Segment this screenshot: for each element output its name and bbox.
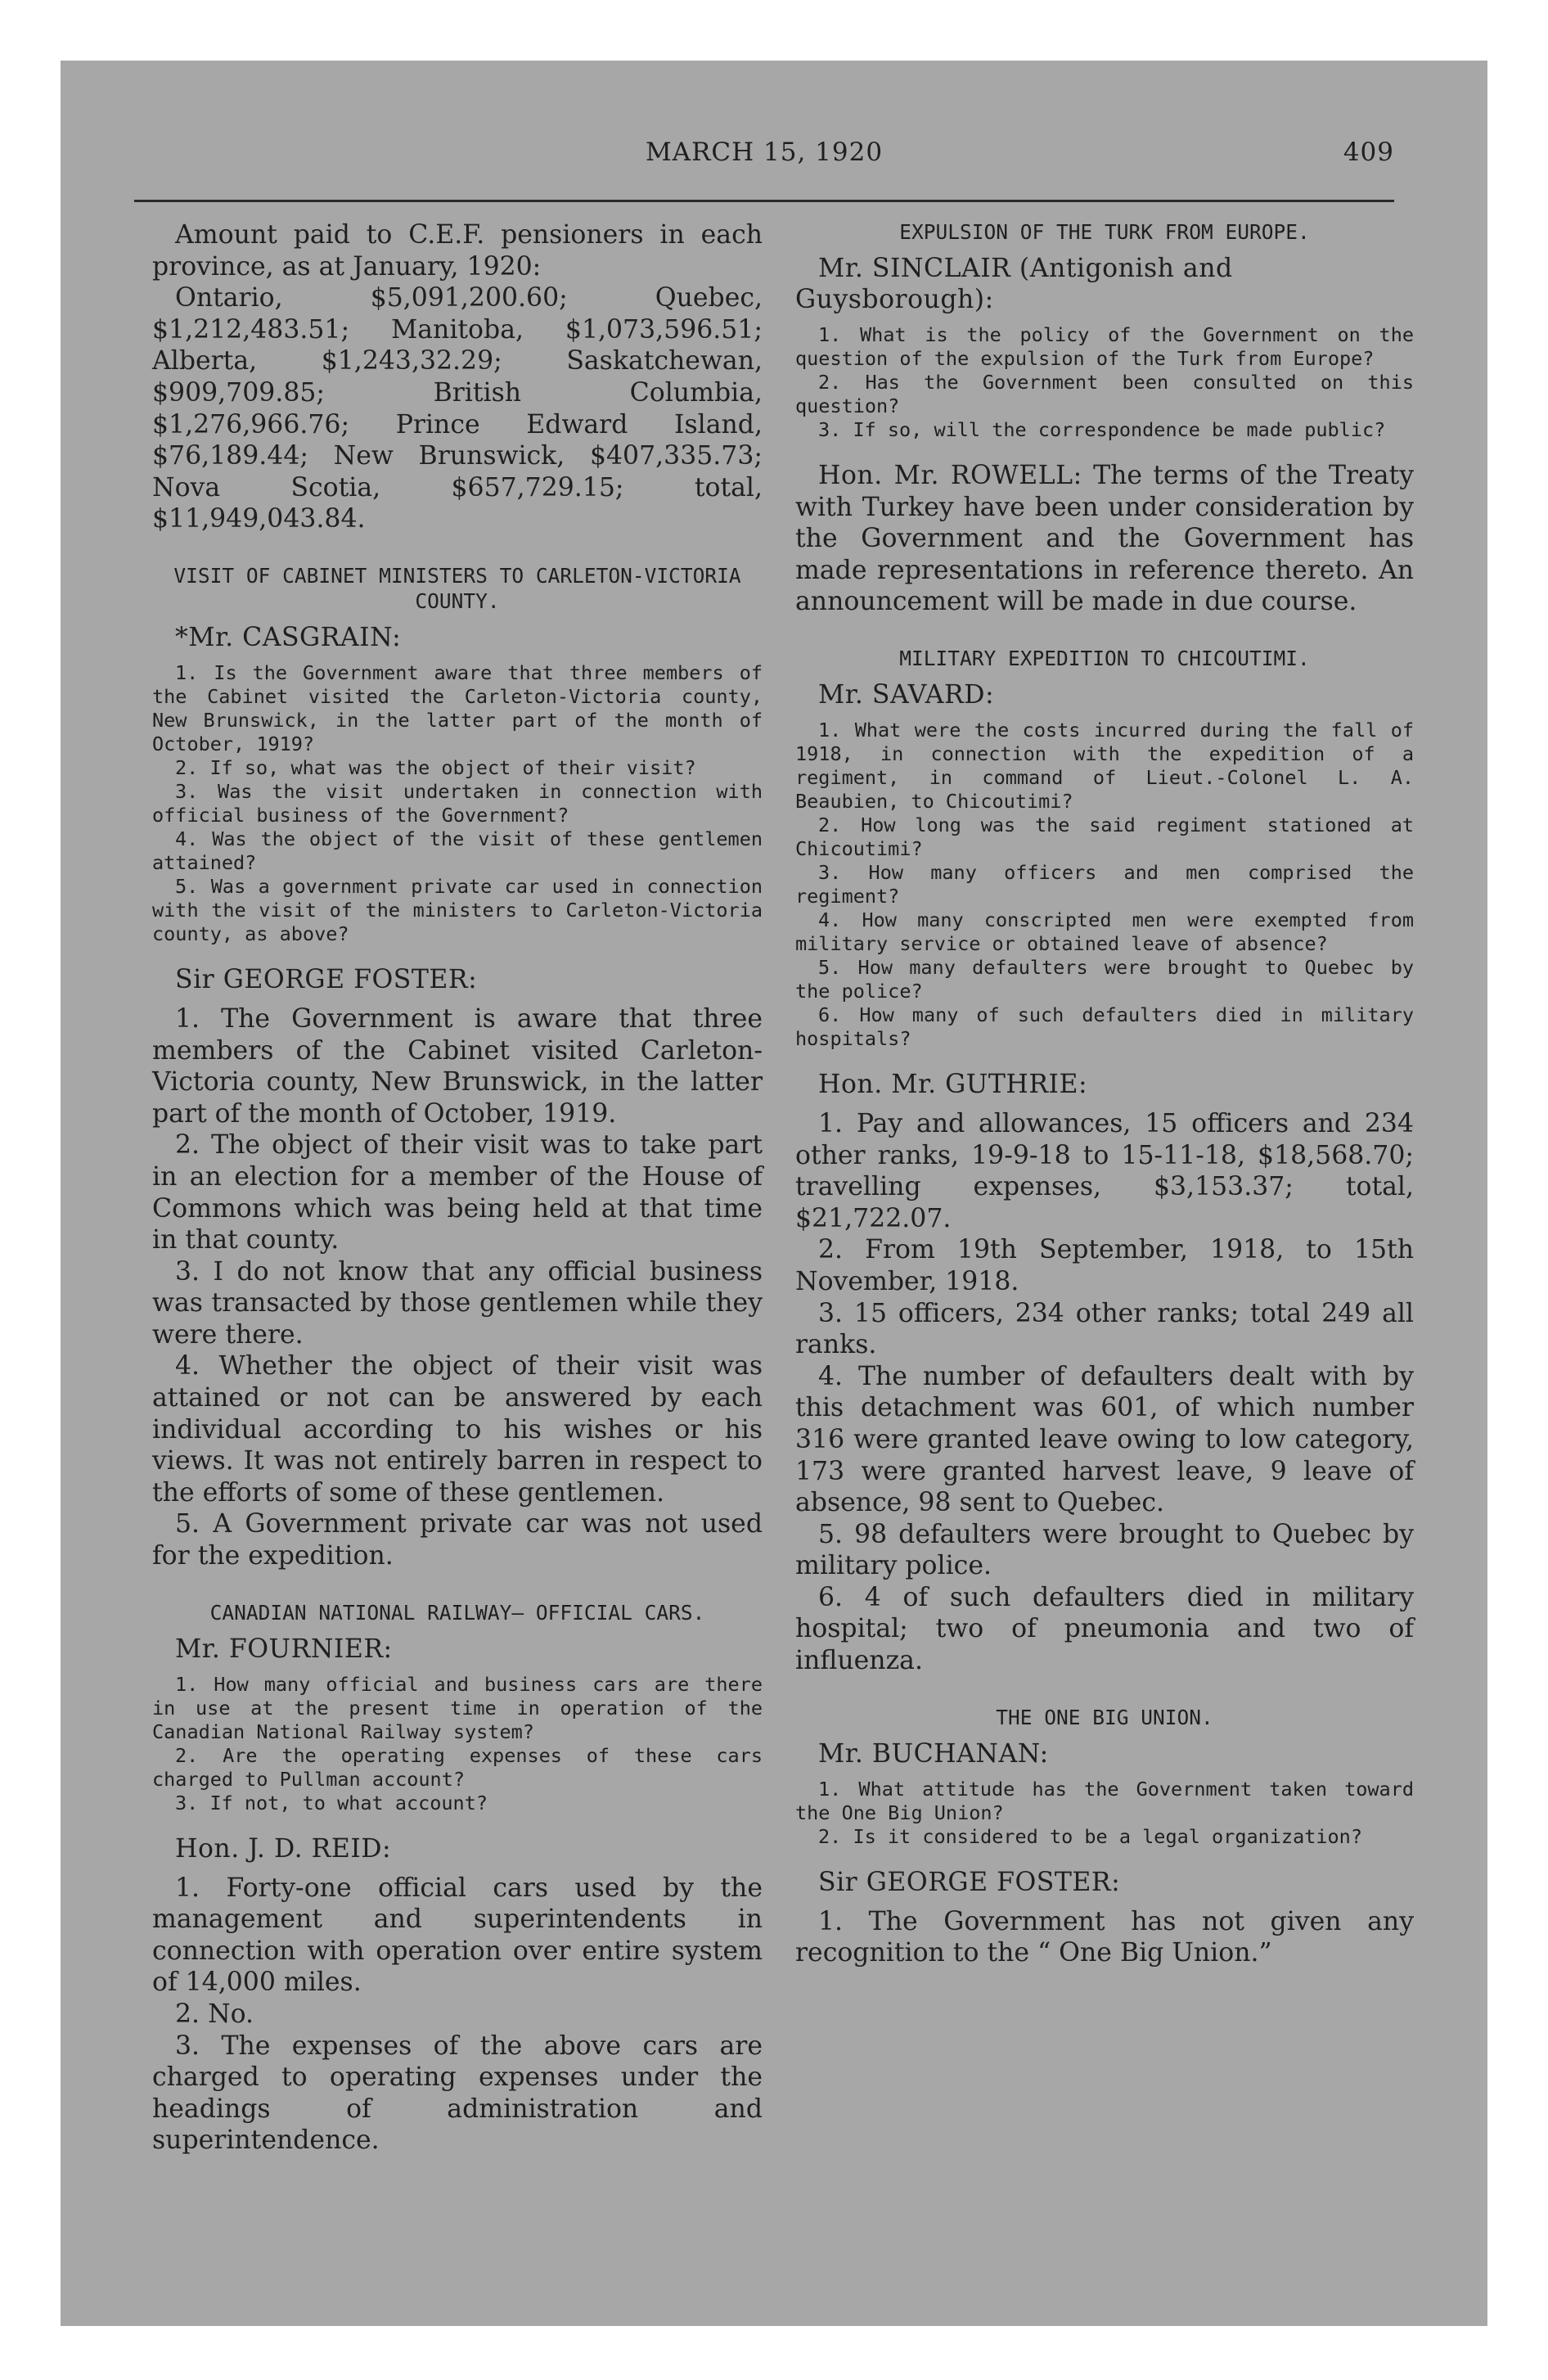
section-heading-cabinet-visit: VISIT OF CABINET MINISTERS TO CARLETON-VICTORIA COUNTY. xyxy=(173,563,741,613)
asker-fournier: Mr. FOURNIER: xyxy=(175,1634,393,1664)
section-heading-chicoutimi: MILITARY EXPEDITION TO CHICOUTIMI. xyxy=(899,646,1310,670)
answer-item: 4. Whether the object of their visit was attained or not can be answered by each individual according to his wishes or his views. It was not entirely barren in respect to the efforts of some of these gentlemen. xyxy=(152,1351,763,1508)
section-heading-turk-expulsion: EXPULSION OF THE TURK FROM EUROPE. xyxy=(899,220,1310,244)
question-item: 5. Was a government private car used in connection with the visit of the ministers to Carleton-Victoria county, as above? xyxy=(152,874,763,945)
answerer-guthrie: Hon. Mr. GUTHRIE: xyxy=(818,1069,1088,1099)
answerer-foster: Sir GEORGE FOSTER: xyxy=(818,1867,1121,1897)
question-item: 3. Was the visit undertaken in connection with official business of the Government? xyxy=(152,779,763,827)
question-item: 1. How many official and business cars are there in use at the present time in operation of the Canadian National Railway system? xyxy=(152,1672,763,1743)
question-item: 3. How many officers and men comprised the regiment? xyxy=(795,860,1414,908)
asker-casgrain: *Mr. CASGRAIN: xyxy=(175,622,402,652)
header-rule xyxy=(134,200,1394,202)
question-item: 2. Are the operating expenses of these cars charged to Pullman account? xyxy=(152,1743,763,1791)
answer-rowell xyxy=(795,460,1414,618)
question-item: 4. How many conscripted men were exempted from military service or obtained leave of absence? xyxy=(795,908,1414,955)
answer-item: 3. The expenses of the above cars are charged to operating expenses under the headings of administration and superintendence. xyxy=(152,2031,763,2156)
section-heading-railway-cars: CANADIAN NATIONAL RAILWAY— OFFICIAL CARS. xyxy=(209,1600,705,1625)
answer-item: 2. No. xyxy=(175,1999,254,2029)
answerer-rowell: Hon. Mr. ROWELL: xyxy=(818,461,1082,490)
asker-buchanan: Mr. BUCHANAN: xyxy=(818,1738,1049,1769)
answerer-foster: Sir GEORGE FOSTER: xyxy=(175,964,478,994)
answer-item: 2. From 19th September, 1918, to 15th November, 1918. xyxy=(795,1235,1414,1296)
page-number: 409 xyxy=(1343,137,1394,167)
pension-amounts: Ontario, $5,091,200.60; Quebec, $1,212,483.51; Manitoba, $1,073,596.51; Alberta, $1,243,32.29; Saskatchewan, $909,709.85; British Columbia, $1,276,966.76; Prince Edward Island, $76,189.44; New Brunswick, $407,335.73; Nova Scotia, $657,729.15; total, $11,949,043.84. xyxy=(152,283,763,534)
question-item: 2. How long was the said regiment stationed at Chicoutimi? xyxy=(795,813,1414,860)
answer-item: 1. The Government is aware that three members of the Cabinet visited Carleton-Victoria county, New Brunswick, in the latter part of the month of October, 1919. xyxy=(152,1003,763,1129)
answer-item: 3. I do not know that any official business was transacted by those gentlemen while they were there. xyxy=(152,1256,763,1350)
answer-item: 2. The object of their visit was to take part in an election for a member of the House of Commons which was being held at that time in that county. xyxy=(152,1130,763,1255)
answer-item: 1. Pay and allowances, 15 officers and 234 other ranks, 19-9-18 to 15-11-18, $18,568.70; travelling expenses, $3,153.37; total, $21,722.07. xyxy=(795,1108,1414,1233)
answer-item: 1. Forty-one official cars used by the management and superintendents in connection with operation over entire system of 14,000 miles. xyxy=(152,1873,763,1998)
answer-item: 4. The number of defaulters dealt with by this detachment was 601, of which number 316 were granted leave owing to low category, 173 were granted harvest leave, 9 leave of absence, 98 sent to Quebec. xyxy=(795,1361,1414,1518)
question-item: 1. What were the costs incurred during the fall of 1918, in connection with the expedition of a regiment, in command of Lieut.-Colonel L. A. Beaubien, to Chicoutimi? xyxy=(795,718,1414,813)
question-item: 2. Has the Government been consulted on this question? xyxy=(795,371,1414,417)
question-item: 2. If so, what was the object of their visit? xyxy=(175,755,696,779)
asker-savard: Mr. SAVARD: xyxy=(818,679,995,710)
question-item: 4. Was the object of the visit of these gentlemen attained? xyxy=(152,827,763,874)
question-item: 1. Is the Government aware that three members of the Cabinet visited the Carleton-Victoria county, New Brunswick, in the latter part of the month of October, 1919? xyxy=(152,660,763,755)
answerer-reid: Hon. J. D. REID: xyxy=(175,1833,392,1864)
answer-text: The terms of the Treaty with Turkey have been under consideration by the Government and the Government has made representations in reference thereto. An announcement will be made in due course. xyxy=(795,461,1414,617)
question-item: 6. How many of such defaulters died in military hospitals? xyxy=(795,1003,1414,1050)
question-item: 2. Is it considered to be a legal organization? xyxy=(818,1824,1362,1848)
answer-item: 5. 98 defaulters were brought to Quebec by military police. xyxy=(795,1519,1414,1581)
header-date: MARCH 15, 1920 xyxy=(645,137,884,167)
section-heading-one-big-union: THE ONE BIG UNION. xyxy=(996,1705,1213,1729)
answer-item: 1. The Government has not given any recognition to the “ One Big Union.” xyxy=(795,1906,1414,1968)
answer-item: 5. A Government private car was not used for the expedition. xyxy=(152,1509,763,1571)
pension-intro: Amount paid to C.E.F. pensioners in each province, as at January, 1920: xyxy=(152,220,763,282)
answer-item: 6. 4 of such defaulters died in military hospital; two of pneumonia and two of influenza. xyxy=(795,1582,1414,1676)
question-item: 3. If not, to what account? xyxy=(175,1791,488,1814)
question-item: 3. If so, will the correspondence be made public? xyxy=(818,418,1386,441)
asker-sinclair: Mr. SINCLAIR (Antigonish and Guysborough): xyxy=(795,254,1233,314)
left-column xyxy=(152,219,763,2157)
answer-item: 3. 15 officers, 234 other ranks; total 249 all ranks. xyxy=(795,1298,1414,1360)
question-item: 5. How many defaulters were brought to Quebec by the police? xyxy=(795,955,1414,1003)
question-item: 1. What is the policy of the Government on the question of the expulsion of the Turk from Europe? xyxy=(795,323,1414,370)
right-column xyxy=(795,219,1414,1969)
question-item: 1. What attitude has the Government taken toward the One Big Union? xyxy=(795,1777,1414,1824)
page-header xyxy=(134,137,1394,187)
